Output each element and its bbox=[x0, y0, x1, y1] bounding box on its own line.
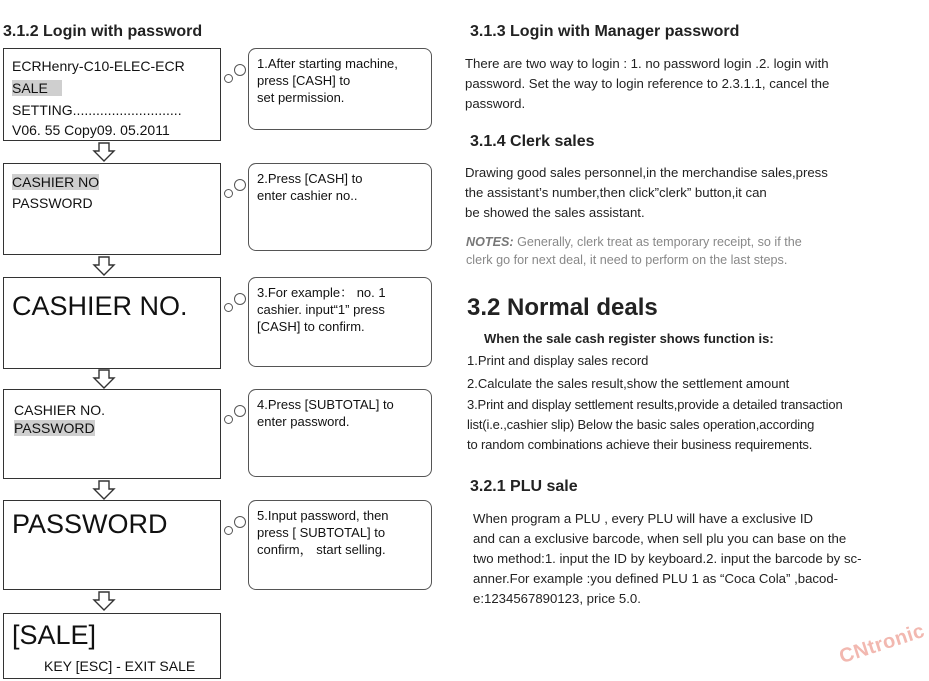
notes-label: NOTES: bbox=[466, 235, 514, 249]
lcd-screen-cashier-no bbox=[3, 277, 221, 369]
bubble-dot-icon bbox=[224, 303, 233, 312]
section-3-2-1-body: When program a PLU , every PLU will have a exclusive ID and can a exclusive barcode, when sell plu you can base on the two method:1. input the ID by keyboard.2. input the barcode by sc- anner.For example :you defined PLU 1 as “Coca Cola” ,bacod- e:1234567890123, price 5.0. bbox=[473, 511, 862, 606]
section-3-1-3-heading: 3.1.3 Login with Manager password bbox=[470, 23, 740, 40]
bubble-dot-icon bbox=[224, 189, 233, 198]
down-arrow-icon bbox=[92, 480, 116, 500]
lcd-line: V06. 55 Copy09. 05.2011 bbox=[12, 122, 170, 138]
lcd-screen-password bbox=[3, 500, 221, 590]
clerk-notes bbox=[466, 233, 926, 269]
instruction-note-1: 1.After starting machine, press [CASH] to set permission. bbox=[248, 48, 432, 130]
down-arrow-icon bbox=[92, 369, 116, 389]
cntronic-watermark-logo: CNtronic bbox=[836, 619, 928, 669]
down-arrow-icon bbox=[92, 591, 116, 611]
instruction-note-5: 5.Input password, then press [ SUBTOTAL] to confirm， start selling. bbox=[248, 500, 432, 590]
list-item: 3.Print and display settlement results,provide a detailed transaction list(i.e.,cashier slip) Below the basic sales operation,according to random combinations achieve their business requirements. bbox=[467, 397, 843, 452]
bubble-dot-icon bbox=[224, 526, 233, 535]
section-3-2-subheading: When the sale cash register shows function is: bbox=[484, 331, 774, 346]
instruction-note-3: 3.For example： no. 1 cashier. input“1” press [CASH] to confirm. bbox=[248, 277, 432, 367]
bubble-dot-icon bbox=[224, 415, 233, 424]
down-arrow-icon bbox=[92, 142, 116, 162]
lcd-screen-sale bbox=[3, 613, 221, 679]
down-arrow-icon bbox=[92, 256, 116, 276]
instruction-note-2: 2.Press [CASH] to enter cashier no.. bbox=[248, 163, 432, 251]
bubble-dot-icon bbox=[224, 74, 233, 83]
bubble-dot-icon bbox=[234, 293, 246, 305]
lcd-line-highlighted: CASHIER NO bbox=[12, 174, 100, 190]
lcd-line-large: CASHIER NO. bbox=[12, 291, 188, 321]
list-item: 1.Print and display sales record bbox=[467, 353, 649, 368]
lcd-screen-cashier-select bbox=[3, 163, 221, 255]
notes-text: Generally, clerk treat as temporary receipt, so if the clerk go for next deal, it need to perform on the last steps. bbox=[466, 235, 802, 267]
lcd-screen-password-select bbox=[3, 389, 221, 479]
bubble-dot-icon bbox=[234, 179, 246, 191]
bubble-dot-icon bbox=[234, 516, 246, 528]
lcd-line-highlighted: SALE bbox=[12, 80, 62, 96]
lcd-line: ECRHenry-C10-ELEC-ECR bbox=[12, 58, 185, 74]
lcd-line: PASSWORD bbox=[12, 195, 93, 211]
bubble-dot-icon bbox=[234, 64, 246, 76]
section-3-2-heading: 3.2 Normal deals bbox=[467, 294, 658, 321]
instruction-note-4: 4.Press [SUBTOTAL] to enter password. bbox=[248, 389, 432, 477]
bubble-dot-icon bbox=[234, 405, 246, 417]
section-3-1-2-heading: 3.1.2 Login with password bbox=[3, 23, 203, 40]
lcd-screen-startup bbox=[3, 48, 221, 141]
lcd-line: KEY [ESC] - EXIT SALE bbox=[44, 658, 196, 674]
lcd-line-large: PASSWORD bbox=[12, 509, 168, 539]
list-item: 2.Calculate the sales result,show the settlement amount bbox=[467, 376, 790, 391]
section-3-1-3-body: There are two way to login : 1. no password login .2. login with password. Set the way to login reference to 2.3.1.1, cancel the password. bbox=[465, 56, 830, 111]
lcd-line-large: [SALE] bbox=[12, 620, 97, 650]
lcd-line: CASHIER NO. bbox=[14, 402, 106, 418]
section-3-1-4-body: Drawing good sales personnel,in the merchandise sales,press the assistant’s number,then click”clerk” button,it can be showed the sales assistant. bbox=[465, 165, 828, 220]
lcd-line-highlighted: PASSWORD bbox=[14, 420, 95, 436]
section-3-2-1-heading: 3.2.1 PLU sale bbox=[470, 478, 578, 495]
lcd-line: SETTING............................ bbox=[12, 102, 182, 118]
section-3-1-4-heading: 3.1.4 Clerk sales bbox=[470, 133, 595, 150]
